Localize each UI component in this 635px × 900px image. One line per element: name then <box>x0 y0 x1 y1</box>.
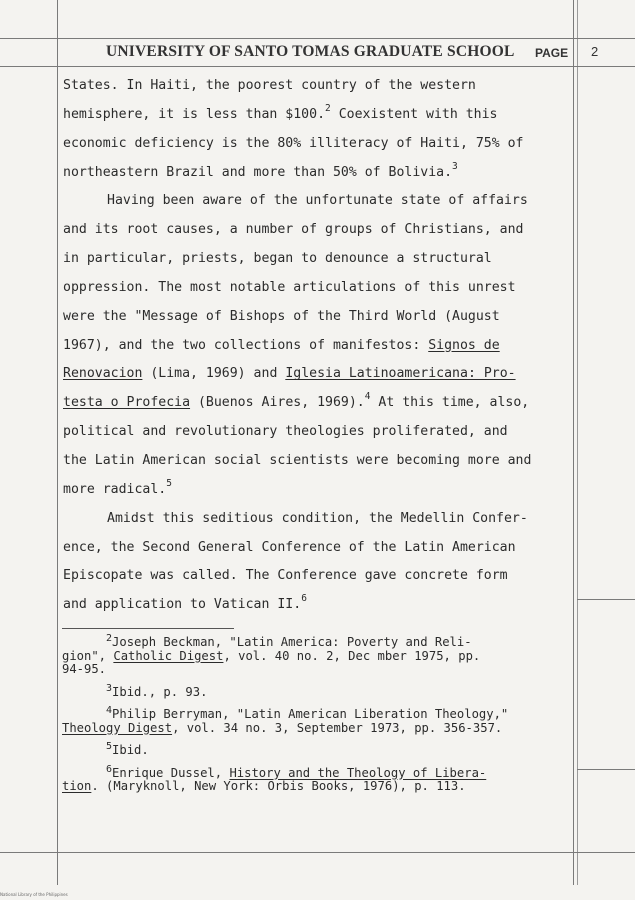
body-line: Episcopate was called. The Conference gave concrete form <box>63 568 508 584</box>
side-tick-2 <box>577 769 635 770</box>
page-label: PAGE <box>535 46 569 60</box>
title-protesta: testa o Profecia <box>63 395 191 411</box>
page-number: 2 <box>591 44 599 59</box>
footnote-6: $^6$Enrique Dussel, History and the Theology of Libera- tion. (Maryknoll, New York: Orbis Books, 1976), p. 113. <box>62 763 487 793</box>
body-line: States. In Haiti, the poorest country of the western <box>63 78 476 93</box>
body-line: 1967), and the two collections of manifestos: Signos de <box>63 337 500 353</box>
body-line: economic deficiency is the 80% illiteracy of Haiti, 75% of <box>63 135 524 151</box>
body-line: more radical.$^5$ <box>63 477 172 497</box>
header-rule-bottom <box>0 66 635 67</box>
body-line: northeastern Brazil and more than 50% of Bolivia.$^3$ <box>63 160 458 180</box>
body-line: Amidst this seditious condition, the Medellin Confer- <box>107 510 528 526</box>
body-line: testa o Profecia (Buenos Aires, 1969).$^4$ At this time, also, <box>63 391 530 411</box>
footnote-ref: 3 <box>452 160 458 172</box>
body-line: political and revolutionary theologies proliferated, and <box>63 424 508 440</box>
footnotes <box>62 633 582 803</box>
body-line: were the "Message of Bishops of the Third World (August <box>63 308 500 324</box>
body-line: oppression. The most notable articulations of this unrest <box>63 279 516 295</box>
title-renovacion: Renovacion <box>63 366 143 382</box>
footnote-ref: 6 <box>301 593 307 605</box>
margin-rule-left <box>57 0 58 885</box>
body-line: Having been aware of the unfortunate state of affairs <box>107 193 528 209</box>
footnote-ref: 4 <box>364 391 371 403</box>
header-title: UNIVERSITY OF SANTO TOMAS GRADUATE SCHOOL <box>106 43 515 60</box>
library-watermark: National Library of the Philippines <box>0 892 68 897</box>
body-line: and its root causes, a number of groups of Christians, and <box>63 222 524 238</box>
footnote-3: $^3$Ibid., p. 93. <box>106 682 208 699</box>
body-line: and application to Vatican II.$^6$ <box>63 593 307 613</box>
title-signos: Signos de <box>428 337 500 353</box>
footnote-5: $^5$Ibid. <box>106 741 149 757</box>
footnote-ref: 2 <box>325 102 331 114</box>
footnote-2: $^2$Joseph Beckman, "Latin America: Poverty and Reli- gion", Catholic Digest, vol. 40 no. 2, Dec mber 1975, pp. 94-95. <box>62 633 481 676</box>
footnote-ref: 5 <box>166 477 172 489</box>
title-iglesia: Iglesia Latinoamericana: Pro- <box>285 366 516 382</box>
header-rule-top <box>0 38 635 39</box>
body-text <box>63 72 575 620</box>
footer-rule <box>0 852 635 853</box>
body-line: hemisphere, it is less than $100.$^2$ Coexistent with this <box>63 102 498 122</box>
side-tick-1 <box>577 599 635 600</box>
body-line: Renovacion (Lima, 1969) and Iglesia Latinoamericana: Pro- <box>63 366 516 382</box>
footnote-separator <box>62 628 234 629</box>
body-line: the Latin American social scientists were becoming more and <box>63 452 532 468</box>
body-line: in particular, priests, began to denounce a structural <box>63 251 492 267</box>
body-line: ence, the Second General Conference of the Latin American <box>63 539 516 555</box>
footnote-4: $^4$Philip Berryman, "Latin American Liberation Theology," Theology Digest, vol. 34 no. 3, September 1973, pp. 356-357. <box>62 705 509 735</box>
